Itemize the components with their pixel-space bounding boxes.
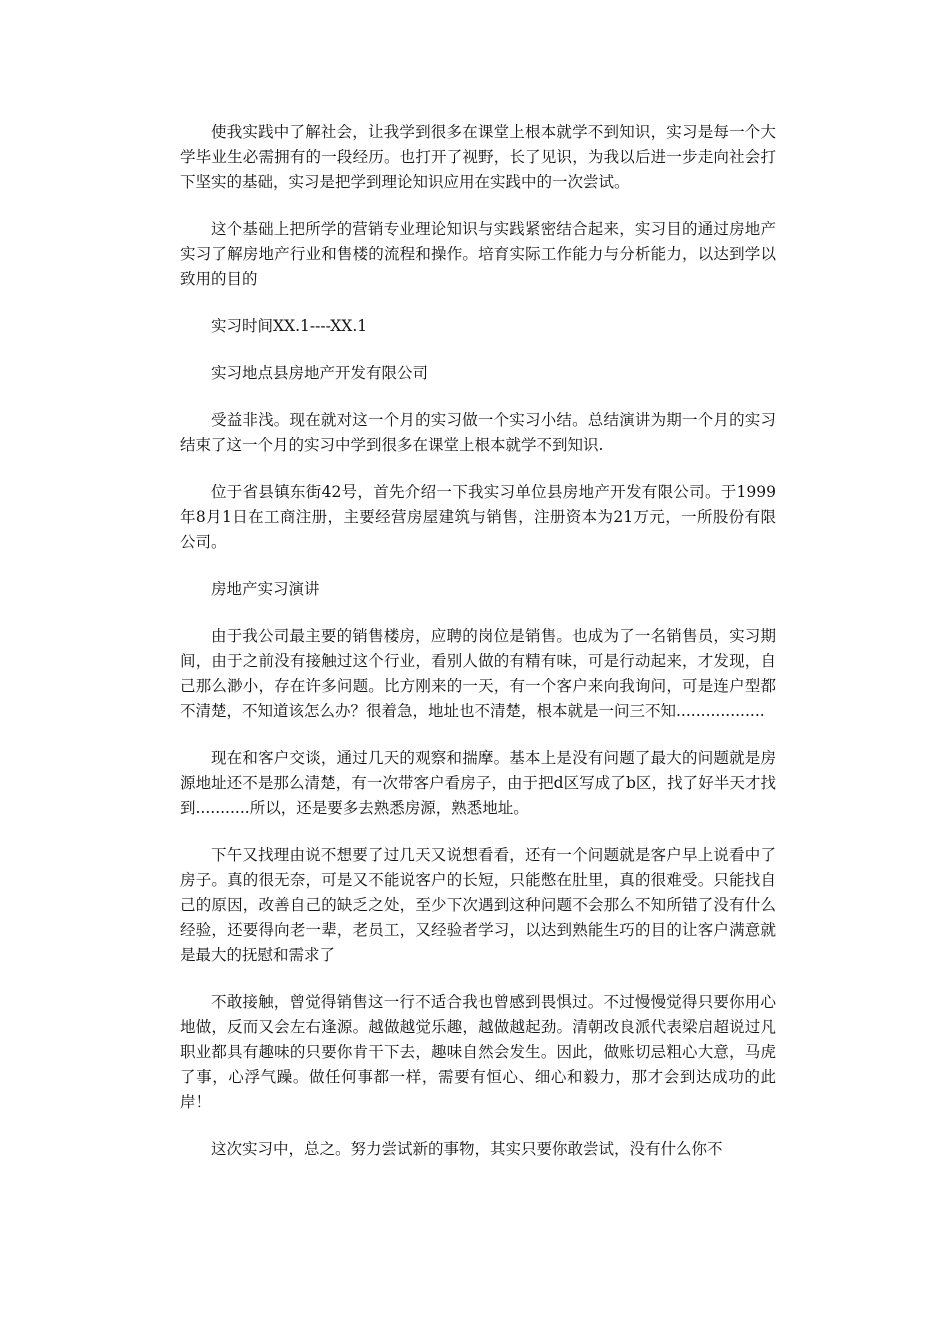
paragraph-customer-problem: 下午又找理由说不想要了过几天又说想看看，还有一个问题就是客户早上说看中了房子。真的很无奈，可是又不能说客户的长短，只能憋在肚里，真的很难受。只能找自己的原因，改善自己的缺乏之处，至少下次遇到这种问题不会那么不知所错了没有什么经验，还要得向老一辈，老员工，又经验者学习，以达到熟能生巧的目的让客户满意就是最大的抚慰和需求了 xyxy=(180,846,776,964)
paragraph-reflection: 不敢接触，曾觉得销售这一行不适合我也曾感到畏惧过。不过慢慢觉得只要你用心地做，反而又会左右逢源。越做越觉乐趣，越做越起劲。清朝改良派代表梁启超说过凡职业都具有趣味的只要你肯干下去，趣味自然会发生。因此，做账切忌粗心大意，马虎了事，心浮气躁。做任何事都一样，需要有恒心、细心和毅力，那才会到达成功的此岸！ xyxy=(180,993,776,1111)
paragraph-conclusion: 这次实习中，总之。努力尝试新的事物，其实只要你敢尝试，没有什么你不 xyxy=(211,1140,723,1158)
paragraph-company-intro: 位于省县镇东街42号，首先介绍一下我实习单位县房地产开发有限公司。于1999年8月1日在工商注册，主要经营房屋建筑与销售，注册资本为21万元，一所股份有限公司。 xyxy=(180,483,776,551)
paragraph-purpose: 这个基础上把所学的营销专业理论知识与实践紧密结合起来，实习目的通过房地产实习了解房地产行业和售楼的流程和操作。培育实际工作能力与分析能力，以达到学以致用的目的 xyxy=(180,220,776,288)
document-body xyxy=(180,120,776,1184)
paragraph-sales-role: 由于我公司最主要的销售楼房，应聘的岗位是销售。也成为了一名销售员，实习期间，由于之前没有接触过这个行业，看别人做的有精有味，可是行动起来，才发现，自己那么渺小，存在许多问题。比方刚来的一天，有一个客户来向我询问，可是连户型都不清楚，不知道该怎么办？很着急，地址也不清楚，根本就是一问三不知.................. xyxy=(180,627,776,720)
paragraph-internship-location: 实习地点县房地产开发有限公司 xyxy=(211,364,429,382)
paragraph-summary: 受益非浅。现在就对这一个月的实习做一个实习小结。总结演讲为期一个月的实习结束了这一个月的实习中学到很多在课堂上根本就学不到知识. xyxy=(180,411,776,454)
paragraph-internship-time: 实习时间XX.1----XX.1 xyxy=(211,317,368,335)
paragraph-customer-talk: 现在和客户交谈，通过几天的观察和揣摩。基本上是没有问题了最大的问题就是房源地址还不是那么清楚，有一次带客户看房子，由于把d区写成了b区，找了好半天才找到...........所以，还是要多去熟悉房源，熟悉地址。 xyxy=(180,749,776,817)
paragraph-intro: 使我实践中了解社会，让我学到很多在课堂上根本就学不到知识，实习是每一个大学毕业生必需拥有的一段经历。也打开了视野，长了见识，为我以后进一步走向社会打下坚实的基础，实习是把学到理论知识应用在实践中的一次尝试。 xyxy=(180,123,776,191)
paragraph-section-heading: 房地产实习演讲 xyxy=(211,580,320,598)
